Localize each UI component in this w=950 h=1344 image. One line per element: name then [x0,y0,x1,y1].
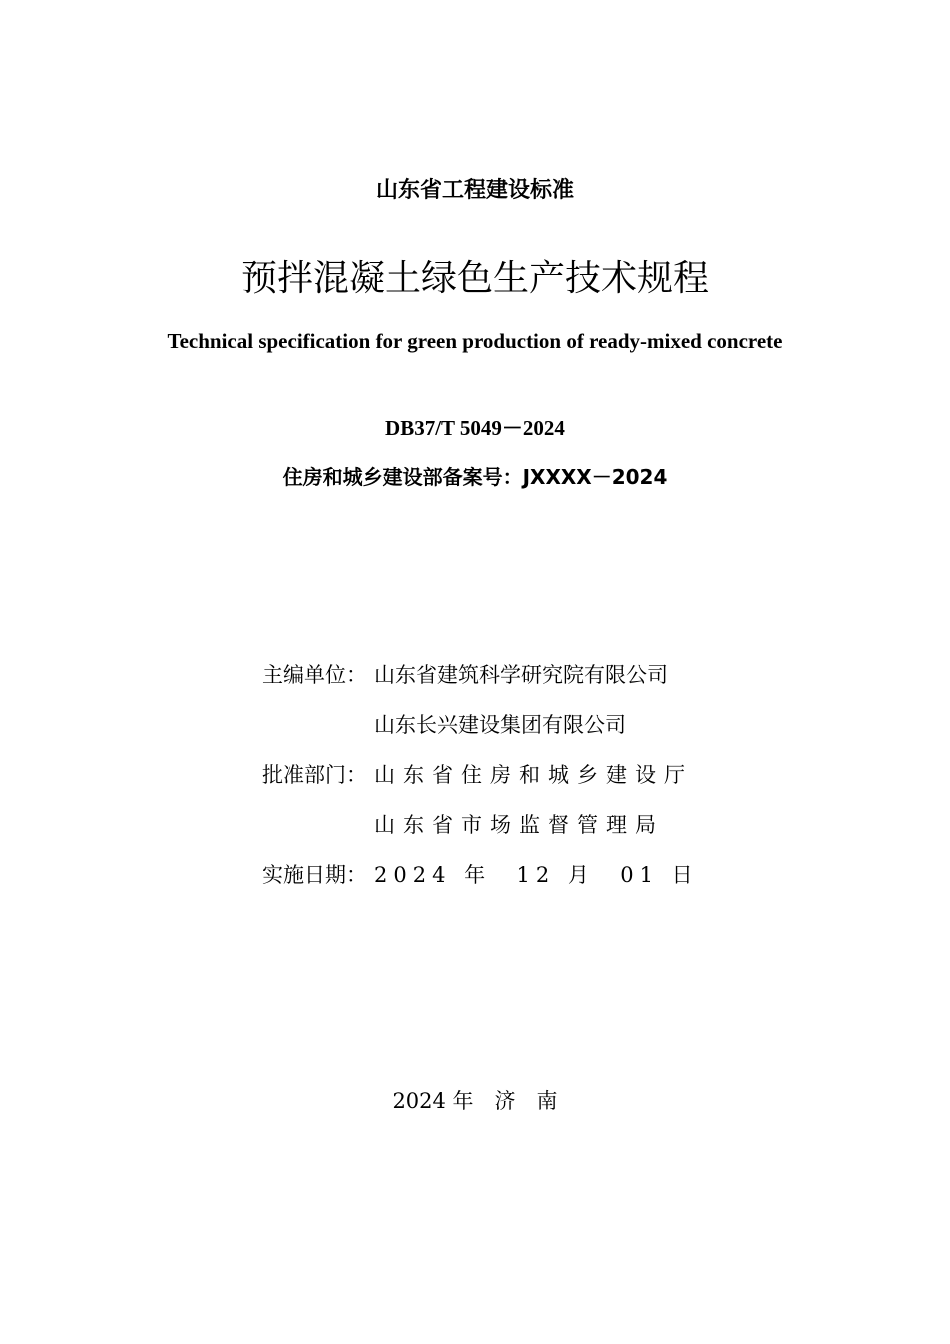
page-title: 预拌混凝土绿色生产技术规程 [240,258,709,299]
english-title: Technical specification for green production of ready-mixed concrete [167,329,783,353]
chief-unit-label: 主编单位： [262,663,367,687]
approval-dept-2: 山东省市场监督管理局 [374,813,664,837]
chief-unit-1: 山东省建筑科学研究院有限公司 [374,663,668,687]
publication-year-place: 2024 年 济 南 [392,1089,558,1113]
effective-date-label: 实施日期： [262,863,367,887]
chief-unit-2: 山东长兴建设集团有限公司 [374,713,626,737]
record-number: 住房和城乡建设部备案号：JXXXX－2024 [282,465,668,489]
approval-dept-1: 山东省住房和城乡建设厅 [374,763,693,787]
standard-series: 山东省工程建设标准 [375,178,574,203]
approval-label: 批准部门： [262,763,367,787]
effective-date: 2024 年 12 月 01 日 [374,863,699,887]
standard-code: DB37/T 5049－2024 [385,416,565,440]
